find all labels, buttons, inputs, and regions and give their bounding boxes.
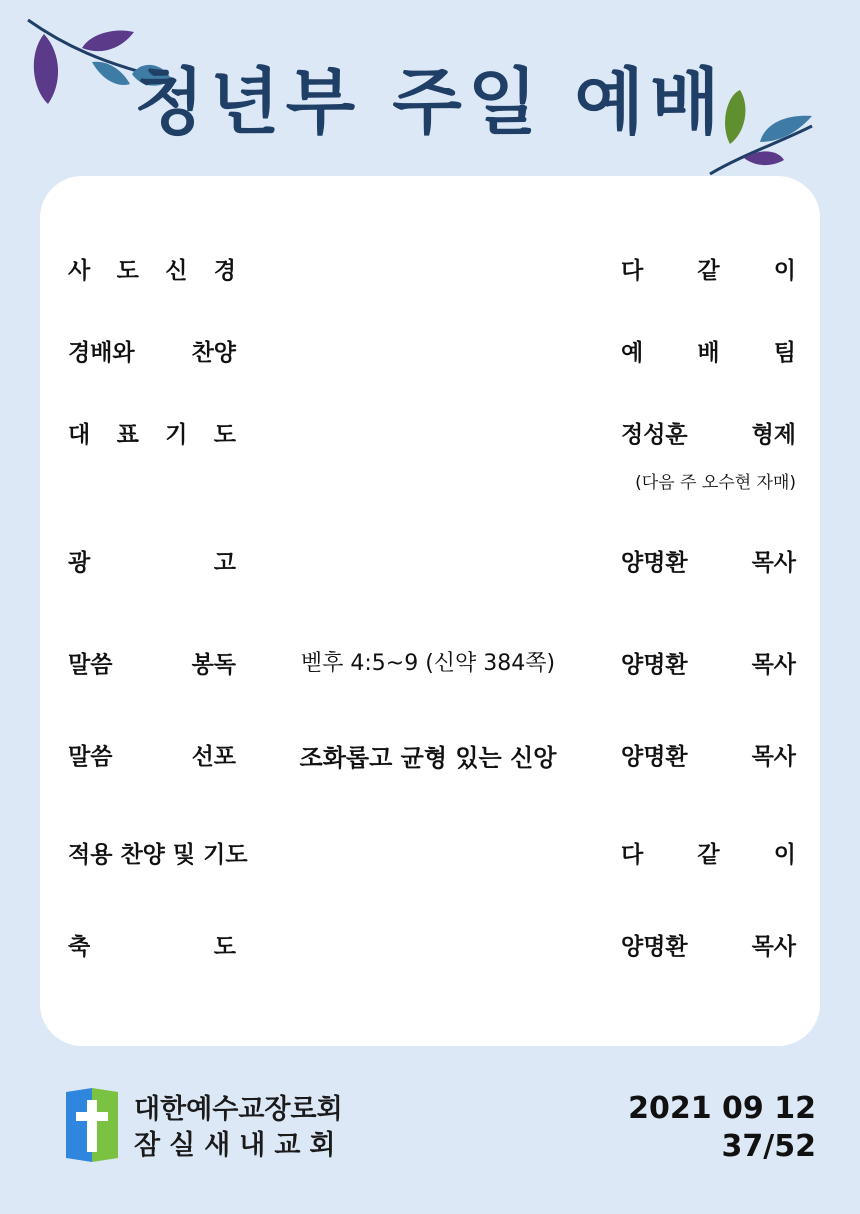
label-part: 경 [213, 258, 236, 284]
page-title: 청년부 주일 예배 [134, 60, 726, 144]
leader-part: 목사 [751, 934, 796, 960]
program-row [40, 416, 820, 493]
leader-part: 같 [697, 258, 720, 284]
church-title: 잠실새내교회 [134, 1130, 345, 1161]
label-part: 말씀 [68, 652, 113, 678]
leader-part: 양명환 [621, 550, 688, 576]
program-card [40, 176, 820, 1046]
leader-part: 정성훈 [621, 422, 688, 448]
program-row [40, 544, 820, 584]
leader-part: 목사 [751, 744, 796, 770]
label-part: 적용 찬양 및 기도 [68, 842, 248, 868]
label-part: 기 [165, 422, 188, 448]
church-denomination: 대한예수교장로회 [134, 1094, 343, 1125]
label-part: 선포 [191, 744, 236, 770]
leader-part: 배 [697, 340, 720, 366]
program-leader [621, 928, 796, 961]
program-row [40, 738, 820, 778]
label-part: 표 [116, 422, 139, 448]
program-row [40, 646, 820, 686]
label-part: 고 [213, 550, 236, 576]
label-part: 축 [68, 934, 91, 960]
program-item-label [68, 252, 236, 285]
scripture-reference: 벧후 4:5~9 (신약 384쪽) [300, 651, 556, 676]
program-row [40, 334, 820, 374]
program-item-label [68, 416, 236, 449]
label-part: 봉독 [191, 652, 236, 678]
label-part: 광 [68, 550, 91, 576]
label-part: 사 [68, 258, 91, 284]
label-part: 대 [68, 422, 91, 448]
program-item-label [68, 738, 236, 771]
program-leader [621, 416, 796, 449]
label-part: 도 [213, 934, 236, 960]
leader-part: 목사 [751, 550, 796, 576]
leader-part: 다 [621, 842, 644, 868]
program-leader [621, 334, 796, 367]
leader-part: 예 [621, 340, 644, 366]
program-item-label [68, 836, 248, 869]
program-item-label [68, 928, 236, 961]
leader-part: 다 [621, 258, 644, 284]
church-cross-logo-icon [66, 1088, 118, 1162]
leader-part: 이 [773, 842, 796, 868]
leader-part: 이 [773, 258, 796, 284]
label-part: 말씀 [68, 744, 113, 770]
program-item-label [68, 334, 236, 367]
date-block [628, 1090, 816, 1166]
label-part: 신 [165, 258, 188, 284]
leader-part: 같 [697, 842, 720, 868]
label-part: 도 [213, 422, 236, 448]
service-date: 2021 09 12 [628, 1091, 816, 1126]
program-item-label [68, 544, 236, 577]
leader-part: 형제 [751, 422, 796, 448]
program-leader [621, 252, 796, 285]
label-part: 경배와 [68, 340, 135, 366]
leader-part: 팀 [773, 340, 796, 366]
program-leader [621, 836, 796, 869]
leader-part: 양명환 [621, 934, 688, 960]
church-name [134, 1092, 345, 1164]
program-leader [621, 544, 796, 577]
program-leader [621, 738, 796, 771]
label-part: 도 [116, 258, 139, 284]
sermon-title: 조화롭고 균형 있는 신앙 [299, 744, 557, 772]
leader-part: 양명환 [621, 744, 688, 770]
next-week-note: (다음 주 오수현 자매) [635, 473, 796, 493]
leader-part: 목사 [751, 652, 796, 678]
label-part: 찬양 [191, 340, 236, 366]
program-row [40, 928, 820, 968]
program-row [40, 836, 820, 876]
page-number: 37/52 [721, 1129, 816, 1164]
program-leader [621, 646, 796, 679]
leader-part: 양명환 [621, 652, 688, 678]
program-item-label [68, 646, 236, 679]
program-row [40, 252, 820, 292]
